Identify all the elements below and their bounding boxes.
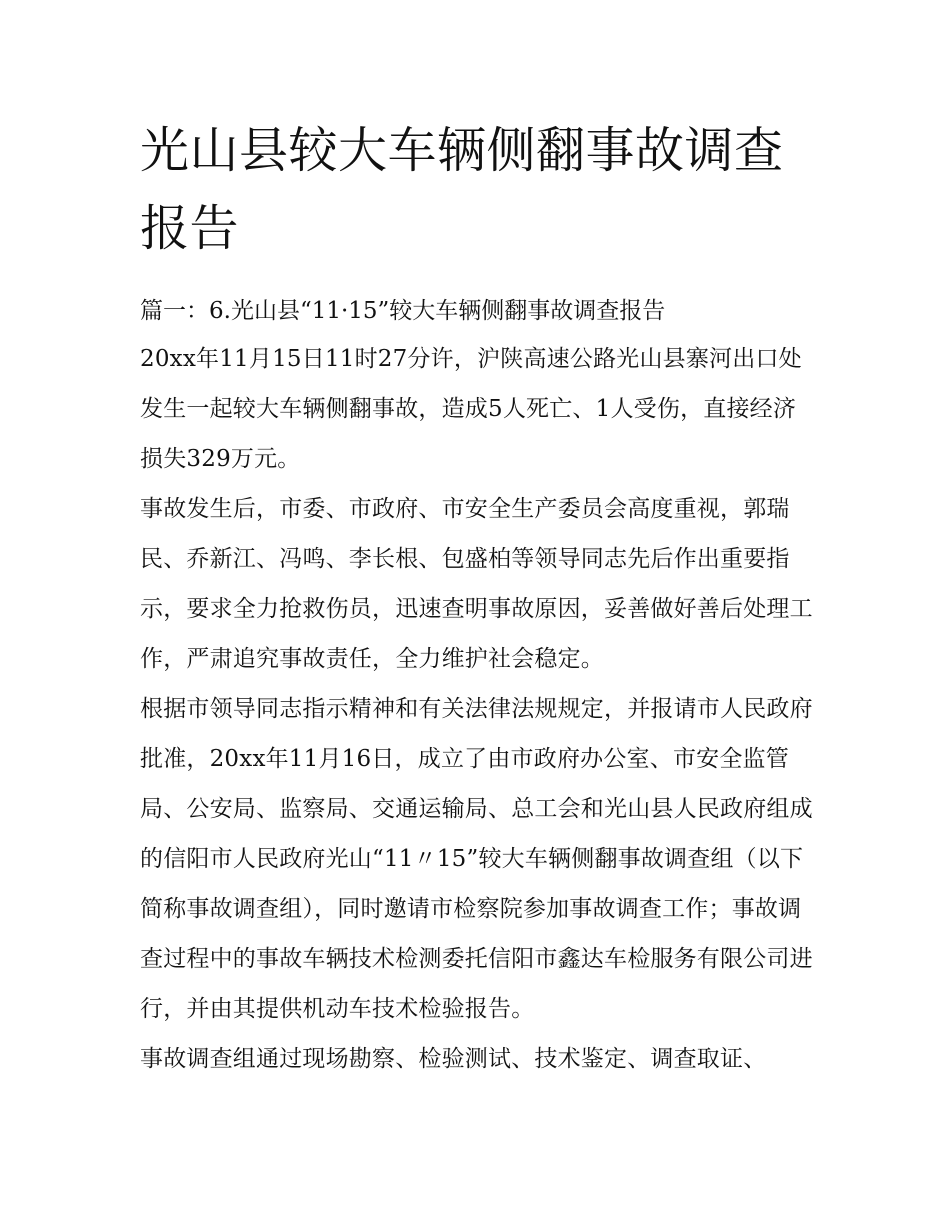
document-body — [140, 112, 816, 1084]
paragraph-2: 事故发生后，市委、市政府、市安全生产委员会高度重视，郭瑞民、乔新江、冯鸣、李长根、包盛柏等领导同志先后作出重要指示，要求全力抢救伤员，迅速查明事故原因，妥善做好善后处理工作，严肃追究事故责任，全力维护社会稳定。 — [140, 496, 813, 672]
paragraph-1: 20xx年11月15日11时27分许，沪陕高速公路光山县寨河出口处发生一起较大车辆侧翻事故，造成5人死亡、1人受伤，直接经济损失329万元。 — [140, 346, 802, 472]
paragraph-3: 根据市领导同志指示精神和有关法律法规规定，并报请市人民政府批准，20xx年11月16日，成立了由市政府办公室、市安全监管局、公安局、监察局、交通运输局、总工会和光山县人民政府组成的信阳市人民政府光山“11〃15”较大车辆侧翻事故调查组（以下简称事故调查组），同时邀请市检察院参加事故调查工作；事故调查过程中的事故车辆技术检测委托信阳市鑫达车检服务有限公司进行，并由其提供机动车技术检验报告。 — [140, 696, 813, 1022]
paragraph-4: 事故调查组通过现场勘察、检验测试、技术鉴定、调查取证、 — [140, 1046, 767, 1072]
document-title: 光山县较大车辆侧翻事故调查报告 — [140, 122, 784, 257]
document-subtitle: 篇一：6.光山县“11·15”较大车辆侧翻事故调查报告 — [140, 298, 666, 324]
